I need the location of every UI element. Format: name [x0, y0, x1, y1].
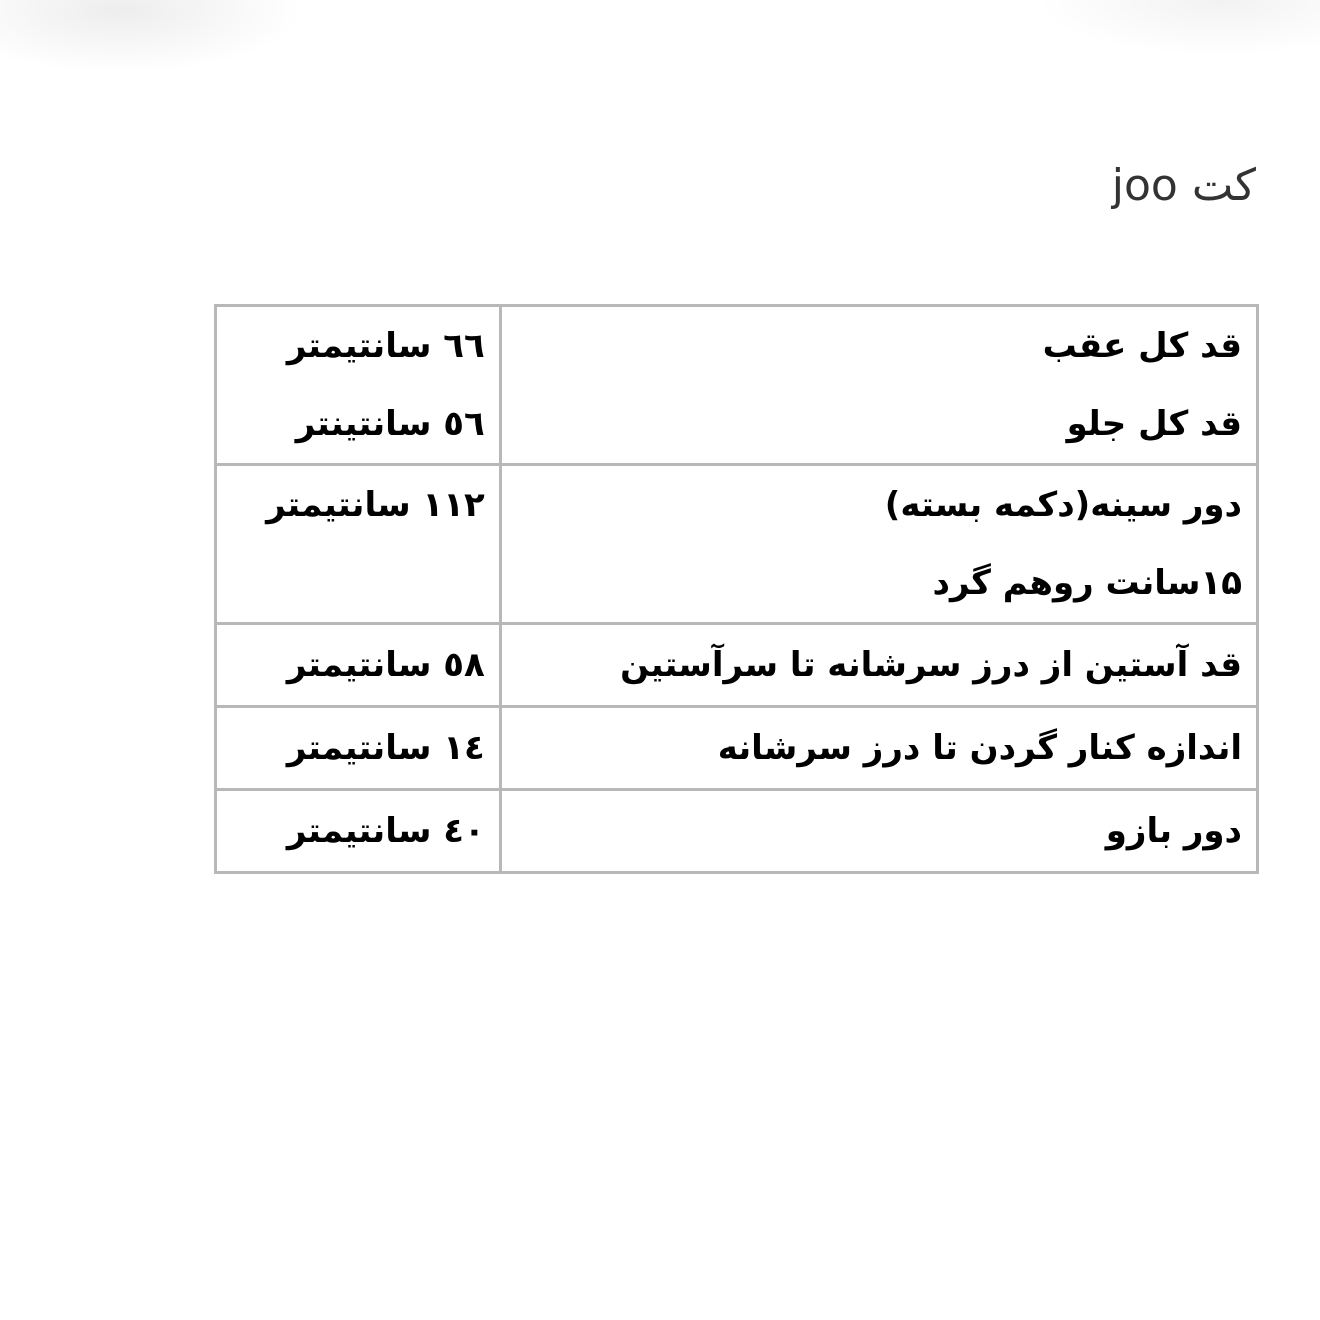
measure-label-cell [500, 790, 1257, 873]
measure-value-cell [216, 707, 501, 790]
page-title: کت joo [1111, 160, 1256, 211]
measure-label: اندازه کنار گردن تا درز سرشانه [717, 728, 1242, 768]
measure-label: قد آستین از درز سرشانه تا سرآستین [620, 645, 1242, 685]
table-row [216, 624, 1258, 707]
measure-label: دور سینه(دکمه بسته) [884, 485, 1242, 525]
size-table [214, 304, 1259, 874]
measure-value-cell [216, 624, 501, 707]
measure-value: ٥٨ سانتیمتر [286, 645, 485, 685]
table-row [216, 790, 1258, 873]
measure-value-cell [216, 306, 501, 465]
table-row [216, 465, 1258, 624]
measure-value: ٤٠ سانتیمتر [286, 811, 485, 851]
measure-label-cell [500, 707, 1257, 790]
measure-value: ٦٦ سانتیمتر [286, 326, 485, 366]
top-shadow [0, 0, 1320, 130]
table-row [216, 306, 1258, 465]
measure-value: ١٤ سانتیمتر [286, 728, 485, 768]
measure-value: ٥٦ سانتینتر [295, 404, 485, 444]
table-row [216, 707, 1258, 790]
measure-label: ۱۵سانت روهم گرد [932, 563, 1242, 603]
measure-label-cell [500, 306, 1257, 465]
measure-value: ۱۱۲ سانتیمتر [266, 485, 485, 525]
measure-value-cell [216, 465, 501, 624]
measure-label: قد کل عقب [1042, 326, 1242, 366]
measure-label: دور بازو [1105, 811, 1242, 851]
measure-label-cell [500, 624, 1257, 707]
measure-value-cell [216, 790, 501, 873]
measure-label-cell [500, 465, 1257, 624]
measure-label: قد کل جلو [1066, 404, 1242, 444]
